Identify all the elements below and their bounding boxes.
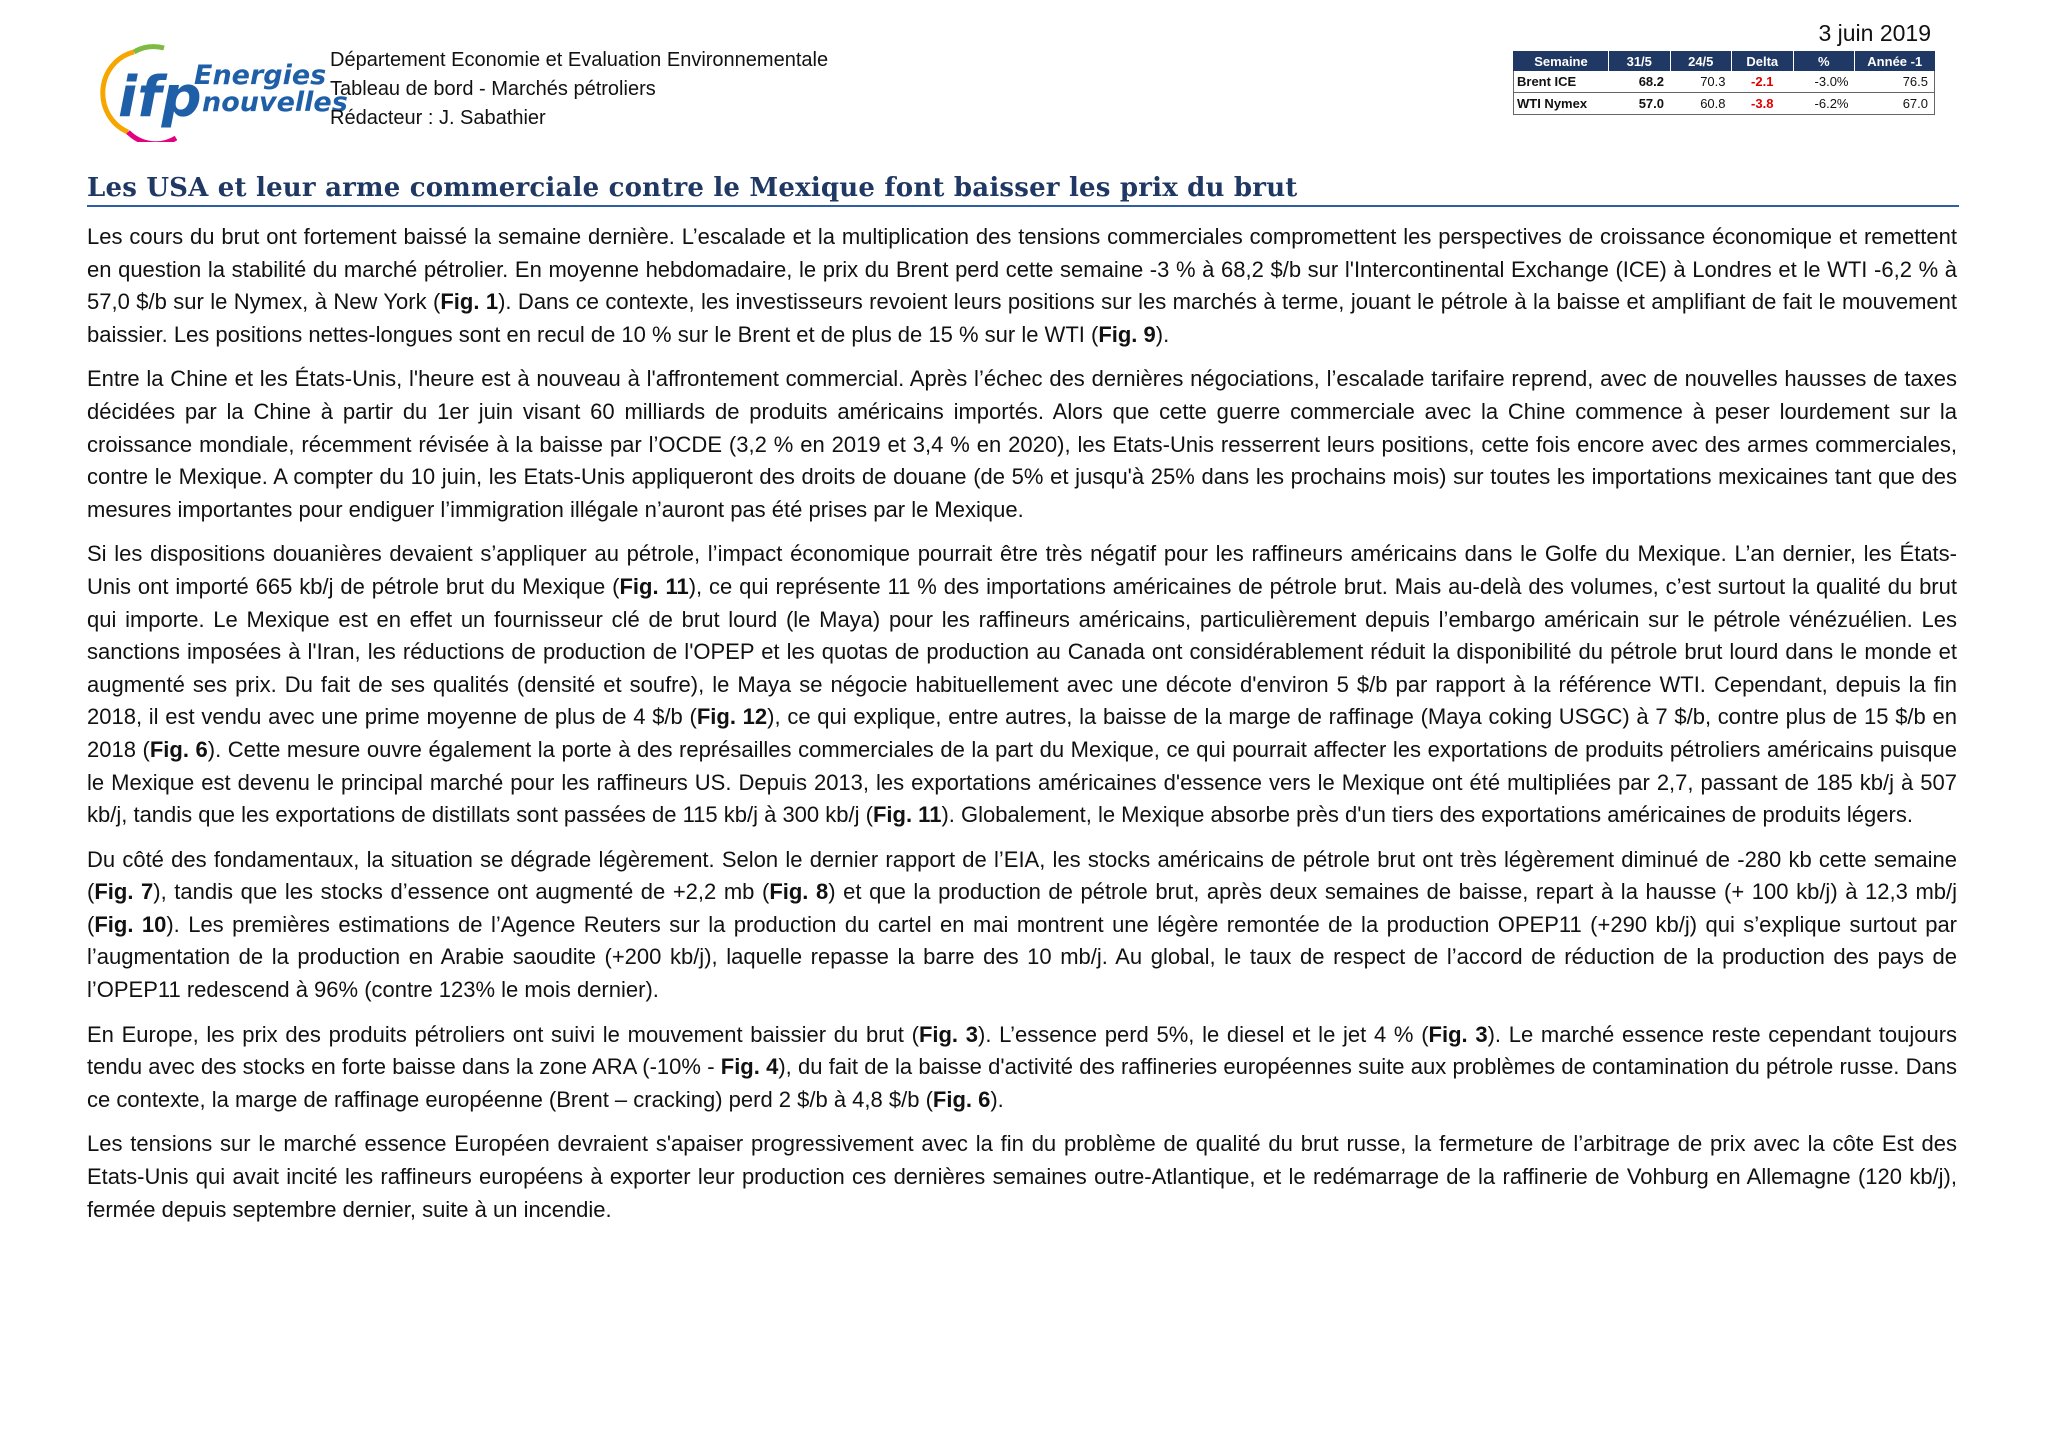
row-name: Brent ICE xyxy=(1514,71,1609,93)
report-date: 3 juin 2019 xyxy=(1818,20,1931,46)
paragraph-text: ), ce qui représente 11 % des importations américaines de pétrole brut. Mais au-delà des volumes, c’est surtout la qualité du brut qui importe. Le Mexique est en effet un fournisseur clé de brut lourd (le Maya) pour les raffineurs américains, particulièrement depuis l’embargo américain sur le pétrole vénézuélien. Les sanctions imposées à l'Iran, les réductions de production de l'OPEP et les quotas de production au Canada ont considérablement réduit la disponibilité du pétrole brut lourd dans le monde et augmenté ses prix. Du fait de ses qualités (densité et soufre), le Maya se négocie habituellement avec une décote d'environ 5 $/b par rapport à la référence WTI. Cependant, depuis la fin 2018, il est vendu avec une prime moyenne de plus de 4 $/b ( xyxy=(87,573,1957,730)
paragraph-text: ), ce qui explique, entre autres, la baisse de la marge de raffinage (Maya coking USGC) à 7 $/b, contre plus de 15 $/b en 2018 ( xyxy=(87,704,1957,762)
article-paragraph xyxy=(87,1019,1957,1117)
author: Rédacteur : J. Sabathier xyxy=(330,107,546,129)
figure-reference: Fig. 6 xyxy=(932,1086,991,1112)
article-paragraph xyxy=(87,844,1957,1007)
price-table-header xyxy=(1514,51,1935,71)
article-paragraph xyxy=(87,538,1957,831)
column-header: Semaine xyxy=(1514,51,1609,71)
logo-arc-green xyxy=(134,47,164,52)
price-delta: -3.8 xyxy=(1732,93,1794,115)
paragraph-text: ). Le marché essence reste cependant toujours tendu avec des stocks en forte baisse dans la zone ARA (-10% - xyxy=(87,1021,1958,1080)
figure-reference: Fig. 7 xyxy=(94,879,154,905)
year-ago-price: 67.0 xyxy=(1855,93,1935,115)
department-name: Département Economie et Evaluation Environnementale xyxy=(330,49,829,71)
ifp-logo xyxy=(96,42,348,142)
paragraph-text: En Europe, les prix des produits pétroliers ont suivi le mouvement baissier du brut ( xyxy=(87,1021,919,1047)
column-header: Delta xyxy=(1732,51,1794,71)
price-table xyxy=(1513,51,1935,115)
article-paragraph xyxy=(87,221,1957,351)
article-body xyxy=(87,221,1957,1238)
price-change-pct: -3.0% xyxy=(1793,71,1855,93)
paragraph-text: ). Les premières estimations de l’Agence Reuters sur la production du cartel en mai montrent une légère remontée de la production OPEP11 (+290 kb/j) qui s’explique surtout par l’augmentation de la production en Arabie saoudite (+200 kb/j), laquelle repasse la barre des 10 mb/j. Au global, le taux de respect de l’accord de réduction de la production des pays de l’OPEP11 redescend à 96% (contre 123% le mois dernier). xyxy=(87,911,1958,1003)
article-title: Les USA et leur arme commerciale contre le Mexique font baisser les prix du brut xyxy=(87,173,1959,207)
table-row xyxy=(1514,93,1935,115)
paragraph-text: ), du fait de la baisse d'activité des raffineries européennes suite aux problèmes de contamination du pétrole russe. Dans ce contexte, la marge de raffinage européenne (Brent – cracking) perd 2 $/b à 4,8 $/b ( xyxy=(87,1054,1958,1112)
paragraph-text: ), tandis que les stocks d’essence ont augmenté de +2,2 mb ( xyxy=(153,879,770,905)
previous-price: 60.8 xyxy=(1670,93,1732,115)
figure-reference: Fig. 1 xyxy=(440,289,499,315)
logo-wordmark xyxy=(194,62,348,116)
previous-price: 70.3 xyxy=(1670,71,1732,93)
column-header: % xyxy=(1793,51,1855,71)
paragraph-text: Les cours du brut ont fortement baissé la semaine dernière. L’escalade et la multiplication des tensions commerciales compromettent les perspectives de croissance économique et remettent en question la stabilité du marché pétrolier. En moyenne hebdomadaire, le prix du Brent perd cette semaine -3 % à 68,2 $/b sur l'Intercontinental Exchange (ICE) à Londres et le WTI -6,2 % à 57,0 $/b sur le Nymex, à New York ( xyxy=(87,224,1957,315)
logo-line-2: nouvelles xyxy=(202,87,348,118)
paragraph-text: Si les dispositions douanières devaient s’appliquer au pétrole, l’impact économique pourrait être très négatif pour les raffineurs américains dans le Golfe du Mexique. L’an dernier, les États-Unis ont importé 665 kb/j de pétrole brut du Mexique ( xyxy=(87,541,1957,599)
article-paragraph xyxy=(87,363,1957,526)
price-change-pct: -6.2% xyxy=(1793,93,1855,115)
year-ago-price: 76.5 xyxy=(1855,71,1935,93)
paragraph-text: ). xyxy=(990,1086,1004,1112)
column-header: 31/5 xyxy=(1609,51,1671,71)
paragraph-text: Du côté des fondamentaux, la situation se dégrade légèrement. Selon le dernier rapport de l’EIA, les stocks américains de pétrole brut ont très légèrement diminué de -280 kb cette semaine ( xyxy=(87,846,1957,905)
paragraph-text: Les tensions sur le marché essence Européen devraient s'apaiser progressivement avec la fin du problème de qualité du brut russe, la fermeture de l’arbitrage de prix avec la côte Est des Etats-Unis qui avait incité les raffineurs européens à exporter leur production ces dernières semaines outre-Atlantique, et le redémarrage de la raffinerie de Vohburg en Allemagne (120 kb/j), fermée depuis septembre dernier, suite à un incendie. xyxy=(87,1131,1957,1222)
paragraph-text: Entre la Chine et les États-Unis, l'heure est à nouveau à l'affrontement commercial. Après l’échec des dernières négociations, l’escalade tarifaire reprend, avec de nouvelles hausses de taxes décidées par la Chine à partir du 1er juin visant 60 milliards de produits américains importés. Alors que cette guerre commerciale avec la Chine commence à peser lourdement sur la croissance mondiale, récemment révisée à la baisse par l’OCDE (3,2 % en 2019 et 3,4 % en 2020), les Etats-Unis resserrent leurs positions, cette fois encore avec des armes commerciales, contre le Mexique. A compter du 10 juin, les Etats-Unis appliqueront des droits de douane (de 5% et jusqu'à 25% dans les prochains mois) sur toutes les importations mexicaines tant que des mesures importantes pour endiguer l’immigration illégale n’auront pas été prises par le Mexique. xyxy=(87,366,1957,522)
figure-reference: Fig. 8 xyxy=(769,879,829,905)
table-row xyxy=(1514,71,1935,93)
column-header: Année -1 xyxy=(1855,51,1935,71)
paragraph-text: ). Globalement, le Mexique absorbe près d'un tiers des exportations américaines de produits légers. xyxy=(941,802,1913,828)
figure-reference: Fig. 11 xyxy=(872,802,942,828)
figure-reference: Fig. 3 xyxy=(1428,1021,1488,1047)
price-delta: -2.1 xyxy=(1732,71,1794,93)
report-name: Tableau de bord - Marchés pétroliers xyxy=(330,78,656,100)
paragraph-text: ). xyxy=(1155,321,1170,347)
figure-reference: Fig. 12 xyxy=(696,704,768,730)
paragraph-text: ). L’essence perd 5%, le diesel et le jet 4 % ( xyxy=(978,1021,1429,1047)
figure-reference: Fig. 10 xyxy=(94,911,167,937)
row-name: WTI Nymex xyxy=(1514,93,1609,115)
article-paragraph xyxy=(87,1128,1957,1226)
logo-line-1: Energies xyxy=(194,60,327,91)
figure-reference: Fig. 9 xyxy=(1098,321,1156,347)
header-info xyxy=(330,46,828,133)
paragraph-text: ). Dans ce contexte, les investisseurs revoient leurs positions sur les marchés à terme, jouant le pétrole à la baisse et amplifiant de fait le mouvement baissier. Les positions nettes-longues sont en recul de 10 % sur le Brent et de plus de 15 % sur le WTI ( xyxy=(87,289,1957,347)
current-price: 57.0 xyxy=(1609,93,1671,115)
figure-reference: Fig. 4 xyxy=(720,1054,779,1080)
column-header: 24/5 xyxy=(1670,51,1732,71)
paragraph-text: ). Cette mesure ouvre également la porte à des représailles commerciales de la part du Mexique, ce qui pourrait affecter les exportations de produits pétroliers américains puisque le Mexique est devenu le principal marché pour les raffineurs US. Depuis 2013, les exportations américaines d'essence vers le Mexique ont été multipliées par 2,7, passant de 185 kb/j à 507 kb/j, tandis que les exportations de distillats sont passées de 115 kb/j à 300 kb/j ( xyxy=(87,736,1957,828)
paragraph-text: ) et que la production de pétrole brut, après deux semaines de baisse, repart à la hausse (+ 100 kb/j) à 12,3 mb/j ( xyxy=(87,879,1958,937)
figure-reference: Fig. 11 xyxy=(619,573,689,599)
logo-ifp-text: ifp xyxy=(118,65,202,130)
figure-reference: Fig. 6 xyxy=(149,736,208,762)
current-price: 68.2 xyxy=(1609,71,1671,93)
figure-reference: Fig. 3 xyxy=(918,1021,978,1047)
logo-arc-pink xyxy=(128,132,176,142)
